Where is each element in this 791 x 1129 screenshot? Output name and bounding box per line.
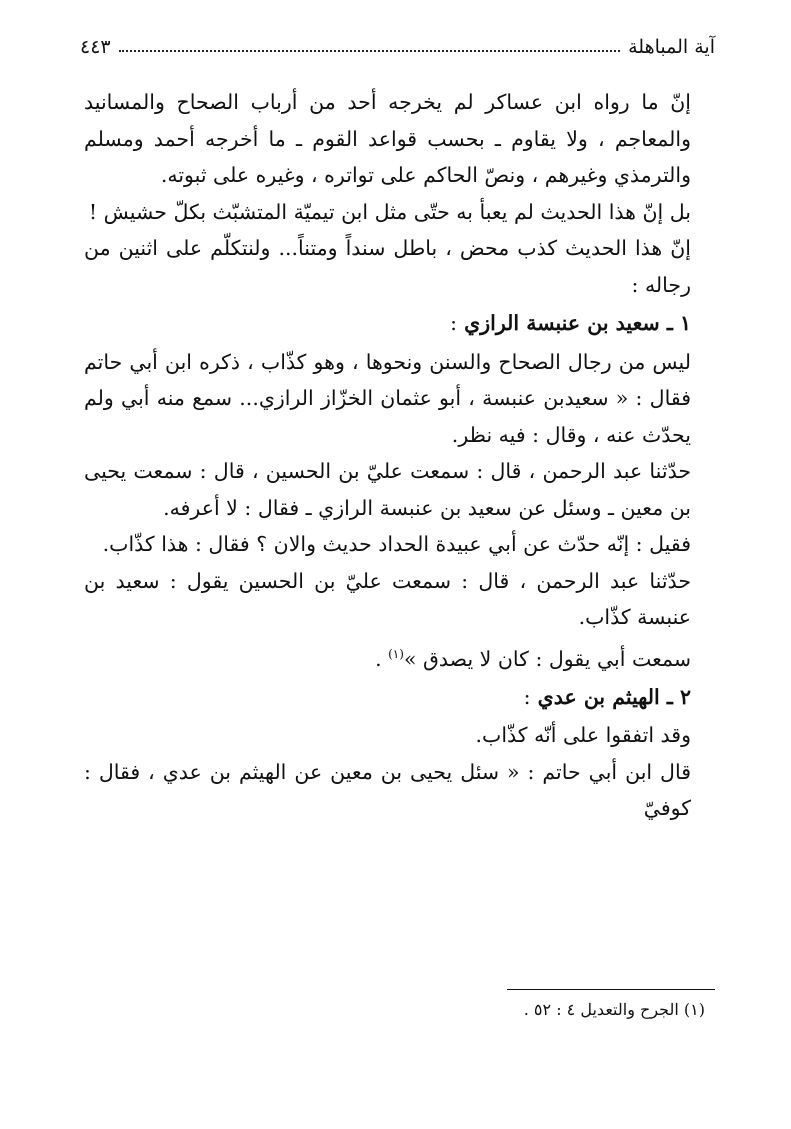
header-dot-leader bbox=[119, 50, 621, 52]
paragraph: بل إنّ هذا الحديث لم يعبأ به حتّى مثل ابن تيميّة المتشبّث بكلّ حشيش ! bbox=[88, 199, 691, 224]
section-title: سعيد بن عنبسة الرازي bbox=[464, 311, 660, 335]
section-heading bbox=[84, 679, 715, 716]
section-number: ٢ ـ bbox=[666, 684, 691, 709]
header-title: آية المباهلة bbox=[628, 36, 715, 58]
body-text bbox=[84, 84, 715, 827]
footnote-marker: (١) bbox=[683, 1000, 705, 1019]
paragraph bbox=[84, 636, 715, 677]
footnote-reference[interactable]: (١) bbox=[388, 646, 404, 661]
paragraph-tail: . bbox=[375, 646, 389, 671]
paragraph: ليس من رجال الصحاح والسنن ونحوها ، وهو كذّاب ، ذكره ابن أبي حاتم فقال : « سعيدبن عنبسة ، أبو عثمان الخزّاز الرازي... سمع منه أبي ولم يحدّث عنه ، وقال : فيه نظر. bbox=[84, 349, 691, 447]
paragraph: إنّ هذا الحديث كذب محض ، باطل سنداً ومتناً... ولنتكلّم على اثنين من رجاله : bbox=[84, 236, 691, 297]
paragraph: قال ابن أبي حاتم : « سئل يحيى بن معين عن الهيثم بن عدي ، فقال : كوفيّ bbox=[84, 759, 691, 821]
page-number: ٤٤٣ bbox=[80, 36, 111, 58]
footnote bbox=[524, 1000, 705, 1019]
footnote-separator bbox=[507, 989, 715, 990]
running-header bbox=[80, 28, 715, 58]
footnote-text: الجرح والتعديل ٤ : ٥٢ . bbox=[523, 1000, 679, 1019]
section-title: الهيثم بن عدي bbox=[537, 684, 660, 709]
paragraph: وقد اتفقوا على أنّه كذّاب. bbox=[475, 723, 691, 748]
section-colon: : bbox=[450, 311, 458, 335]
paragraph: فقيل : إنّه حدّث عن أبي عبيدة الحداد حديث والان ؟ فقال : هذا كذّاب. bbox=[102, 532, 691, 556]
paragraph-text: سمعت أبي يقول : كان لا يصدق » bbox=[403, 646, 691, 671]
section-number: ١ ـ bbox=[666, 311, 691, 335]
paragraph: حدّثنا عبد الرحمن ، قال : سمعت عليّ بن الحسين ، قال : سمعت يحيى بن معين ـ وسئل عن سعيد بن عنبسة الرازي ـ فقال : لا أعرفه. bbox=[84, 459, 691, 520]
section-colon: : bbox=[523, 684, 531, 709]
paragraph: حدّثنا عبد الرحمن ، قال : سمعت عليّ بن الحسين يقول : سعيد بن عنبسة كذّاب. bbox=[84, 568, 691, 629]
paragraph: إنّ ما رواه ابن عساكر لم يخرجه أحد من أرباب الصحاح والمسانيد والمعاجم ، ولا يقاوم ـ بحسب قواعد القوم ـ ما أخرجه أحمد ومسلم والترمذي وغيرهم ، ونصّ الحاكم على تواتره ، وغيره على ثبوته. bbox=[84, 90, 691, 187]
section-heading bbox=[84, 305, 715, 342]
